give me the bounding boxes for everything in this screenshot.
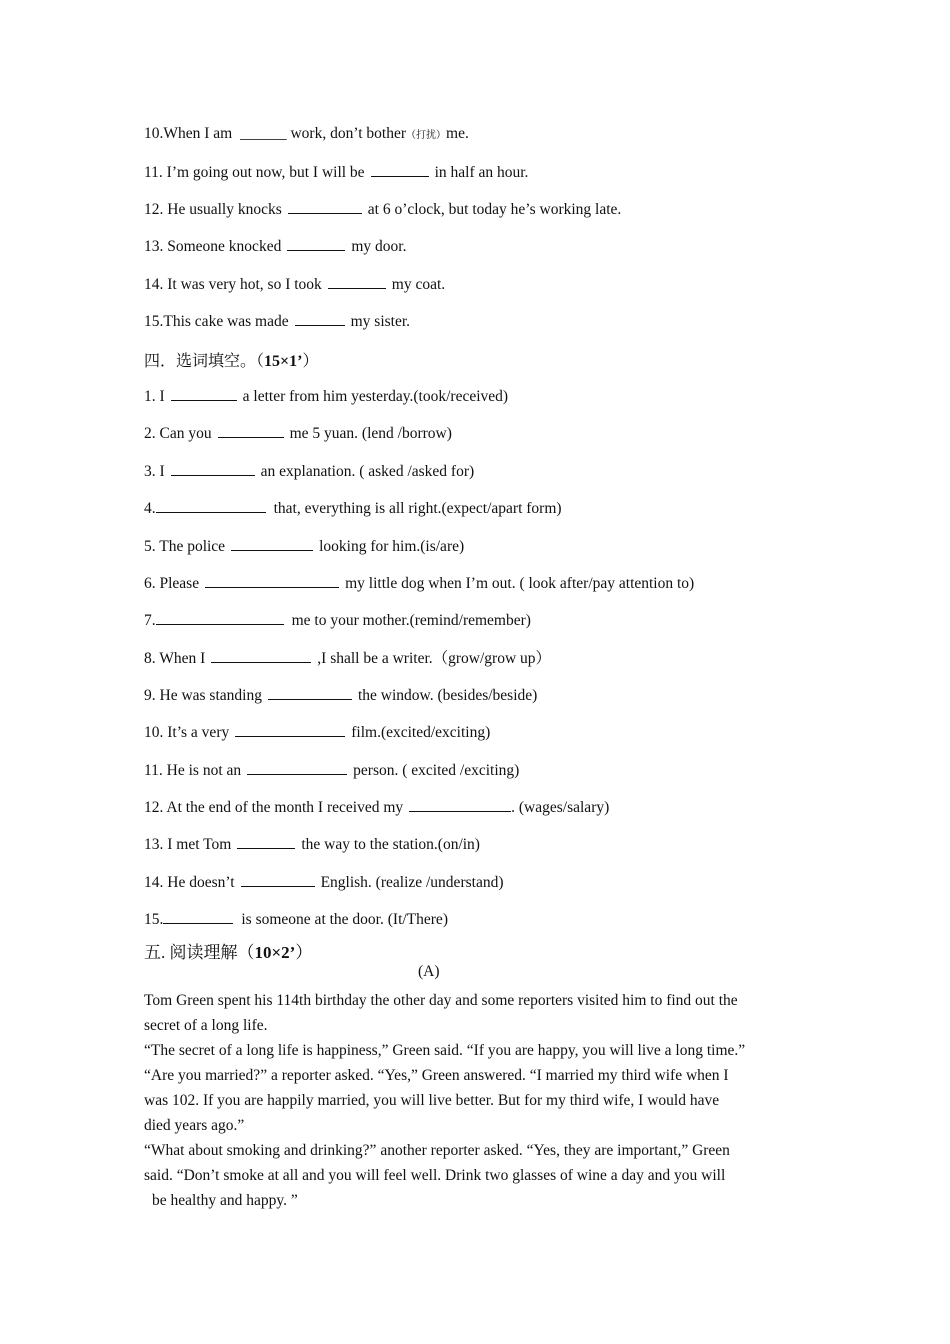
passage-line: Tom Green spent his 114th birthday the other day and some reporters visited him to find out the xyxy=(144,992,738,1009)
item-suffix: person. ( excited /exciting) xyxy=(353,762,520,779)
answer-blank[interactable] xyxy=(171,386,237,401)
passage-line: be healthy and happy. ” xyxy=(152,1192,298,1209)
answer-blank[interactable] xyxy=(247,760,347,775)
section-4-heading xyxy=(144,348,318,371)
passage-line: secret of a long life. xyxy=(144,1017,268,1034)
s3-question-11 xyxy=(144,162,528,183)
answer-blank[interactable] xyxy=(211,648,311,663)
q-prefix: 12. He usually knocks xyxy=(144,201,282,218)
item-prefix: 6. Please xyxy=(144,575,200,592)
q-suffix: my sister. xyxy=(350,313,411,330)
q-suffix: my coat. xyxy=(391,276,446,293)
answer-blank[interactable] xyxy=(218,423,284,438)
answer-blank[interactable] xyxy=(237,834,295,849)
answer-blank[interactable] xyxy=(288,199,362,214)
answer-blank[interactable] xyxy=(205,573,339,588)
passage-line: was 102. If you are happily married, you will live better. But for my third wife, I would have xyxy=(144,1092,720,1109)
passage-line: “The secret of a long life is happiness,” Green said. “If you are happy, you will live a long time.” xyxy=(144,1042,746,1059)
passage-line: “What about smoking and drinking?” another reporter asked. “Yes, they are important,” Green xyxy=(144,1142,730,1159)
s3-question-15 xyxy=(144,311,410,332)
q-suffix: at 6 o’clock, but today he’s working late. xyxy=(367,201,622,218)
answer-blank[interactable] xyxy=(235,722,345,737)
item-prefix: 14. He doesn’t xyxy=(144,874,235,891)
s4-item-4 xyxy=(144,498,562,519)
answer-blank[interactable] xyxy=(409,797,511,812)
reading-passage xyxy=(144,988,804,1213)
item-suffix: a letter from him yesterday.(took/received) xyxy=(242,388,509,405)
item-prefix: 9. He was standing xyxy=(144,687,262,704)
item-prefix: 2. Can you xyxy=(144,425,212,442)
item-prefix: 11. He is not an xyxy=(144,762,242,779)
q-prefix: 13. Someone knocked xyxy=(144,238,282,255)
item-prefix: 1. I xyxy=(144,388,165,405)
answer-blank[interactable] xyxy=(328,274,386,289)
item-suffix: ,I shall be a writer.（grow/grow up） xyxy=(317,650,552,667)
answer-blank[interactable] xyxy=(371,162,429,177)
item-suffix: film.(excited/exciting) xyxy=(351,724,491,741)
heading-score: 15×1’ xyxy=(264,353,303,370)
item-prefix: 7. xyxy=(144,612,156,629)
heading-close: ） xyxy=(295,943,313,962)
q-suffix: in half an hour. xyxy=(434,164,529,181)
q-text: me. xyxy=(446,125,469,142)
q-text: work, don’t bother xyxy=(290,125,407,142)
passage-line: died years ago.” xyxy=(144,1117,245,1134)
item-suffix: is someone at the door. (It/There) xyxy=(241,911,448,928)
s4-item-1 xyxy=(144,386,508,407)
s4-item-6 xyxy=(144,573,694,594)
q-prefix: 11. I’m going out now, but I will be xyxy=(144,164,365,181)
s4-item-2 xyxy=(144,423,452,444)
s3-question-14 xyxy=(144,274,445,295)
item-suffix: the way to the station.(on/in) xyxy=(301,836,480,853)
item-suffix: me to your mother.(remind/remember) xyxy=(291,612,531,629)
item-suffix: me 5 yuan. (lend /borrow) xyxy=(289,425,452,442)
item-suffix: looking for him.(is/are) xyxy=(319,538,465,555)
heading-text: 五. 阅读理解（ xyxy=(144,943,255,962)
item-prefix: 10. It’s a very xyxy=(144,724,230,741)
s4-item-5 xyxy=(144,536,464,557)
s4-item-15 xyxy=(144,909,448,930)
item-prefix: 4. xyxy=(144,500,156,517)
answer-blank[interactable] xyxy=(295,311,345,326)
item-suffix: English. (realize /understand) xyxy=(320,874,504,891)
s4-item-9 xyxy=(144,685,537,706)
passage-label: (A) xyxy=(418,963,440,980)
s4-item-8 xyxy=(144,648,551,669)
answer-blank[interactable] xyxy=(156,610,284,625)
answer-blank[interactable] xyxy=(241,872,315,887)
heading-close: ） xyxy=(302,353,319,370)
s4-item-10 xyxy=(144,722,490,743)
answer-blank[interactable] xyxy=(268,685,352,700)
s4-item-7 xyxy=(144,610,531,631)
s4-item-13 xyxy=(144,834,480,855)
item-prefix: 5. The police xyxy=(144,538,226,555)
item-suffix: the window. (besides/beside) xyxy=(357,687,538,704)
answer-blank[interactable] xyxy=(287,236,345,251)
item-suffix: . (wages/salary) xyxy=(511,799,610,816)
answer-blank[interactable] xyxy=(156,498,266,513)
s3-question-10 xyxy=(144,124,469,146)
q-text: 10.When I am xyxy=(144,125,233,142)
s3-question-12 xyxy=(144,199,621,220)
item-prefix: 3. I xyxy=(144,463,165,480)
section-5-heading xyxy=(144,938,312,963)
q-prefix: 15.This cake was made xyxy=(144,313,289,330)
item-prefix: 8. When I xyxy=(144,650,206,667)
answer-blank[interactable] xyxy=(163,909,233,924)
item-prefix: 13. I met Tom xyxy=(144,836,232,853)
q-blank-text: ______ xyxy=(240,125,287,142)
item-prefix: 15. xyxy=(144,911,164,928)
s4-item-11 xyxy=(144,760,519,781)
q-prefix: 14. It was very hot, so I took xyxy=(144,276,322,293)
item-suffix: my little dog when I’m out. ( look after/pay attention to) xyxy=(345,575,695,592)
s4-item-14 xyxy=(144,872,503,893)
q-suffix: my door. xyxy=(351,238,407,255)
heading-text: 四．选词填空。（ xyxy=(144,353,265,370)
s4-item-3 xyxy=(144,461,474,482)
passage-line: said. “Don’t smoke at all and you will feel well. Drink two glasses of wine a day and you will xyxy=(144,1167,726,1184)
item-suffix: an explanation. ( asked /asked for) xyxy=(260,463,475,480)
passage-line: “Are you married?” a reporter asked. “Yes,” Green answered. “I married my third wife when I xyxy=(144,1067,729,1084)
heading-score: 10×2’ xyxy=(254,943,296,962)
item-prefix: 12. At the end of the month I received my xyxy=(144,799,404,816)
answer-blank[interactable] xyxy=(231,536,313,551)
q-note: （打扰） xyxy=(406,130,447,141)
s4-item-12 xyxy=(144,797,609,818)
answer-blank[interactable] xyxy=(171,461,255,476)
item-suffix: that, everything is all right.(expect/apart form) xyxy=(273,500,562,517)
s3-question-13 xyxy=(144,236,406,257)
